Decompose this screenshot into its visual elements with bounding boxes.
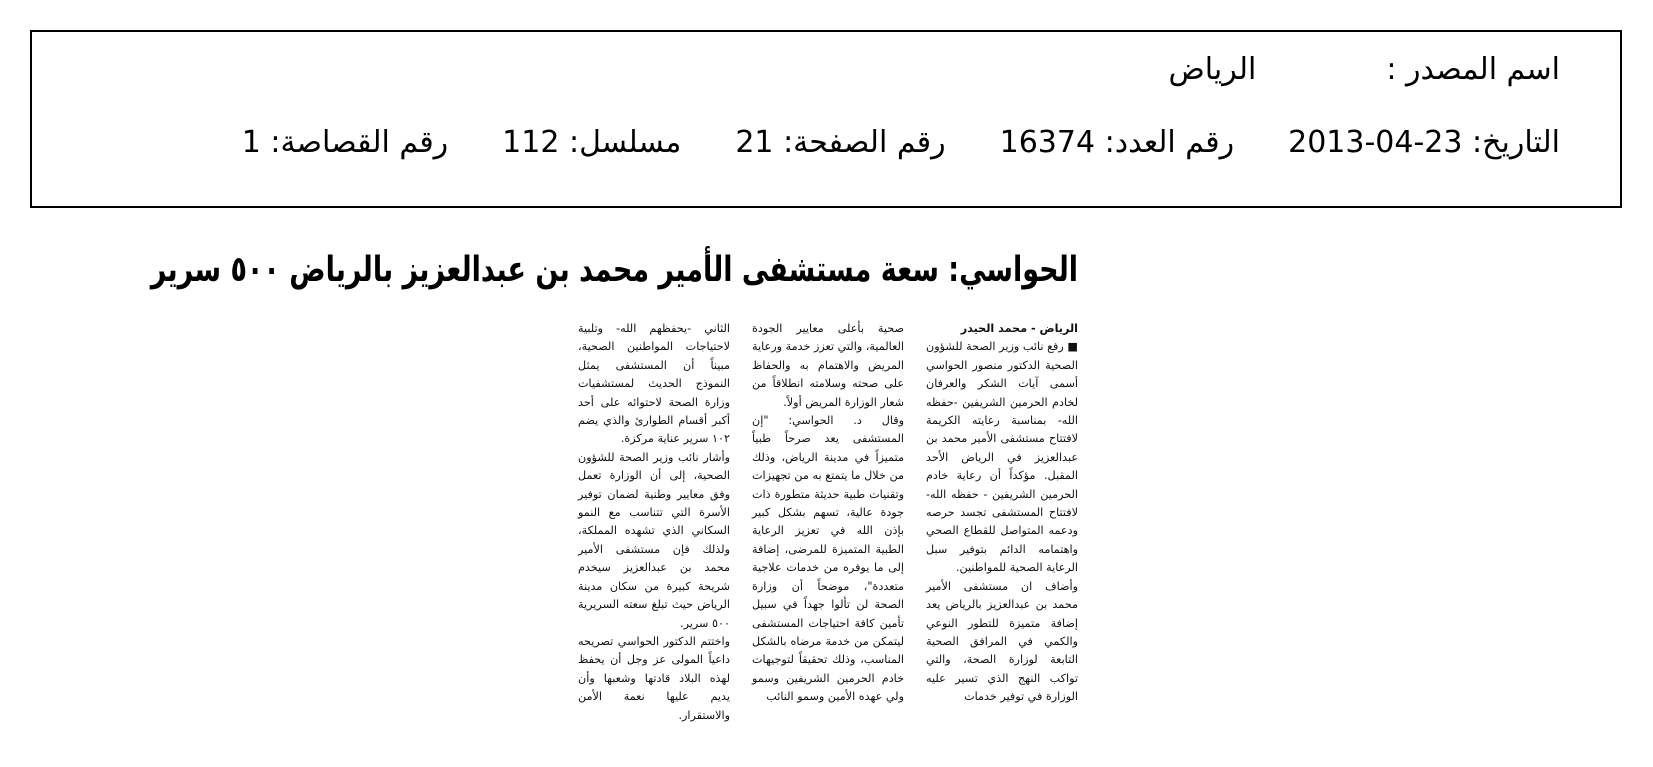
issue-value: 16374 [999, 125, 1096, 160]
source-row [1169, 52, 1560, 87]
article-paragraph: وأضاف ان مستشفى الأمير محمد بن عبدالعزيز بالرياض يعد إضافة متميزة للتطور النوعي والكمي في المرافق الصحية التابعة لوزارة الصحة، والتي تواكب النهج الذي تسير عليه الوزارة في توفير خدمات [926, 579, 1078, 704]
page-field [735, 125, 945, 160]
article-byline: الرياض - محمد الحيدر [960, 322, 1078, 335]
article-paragraph: الثاني -يحفظهم الله- وتلبية لاحتياجات المواطنين الصحية، مبيناً أن المستشفى يمثل النموذج الحديث لمستشفيات وزارة الصحة لاحتوائه على أحد أكبر أقسام الطوارئ والذي يضم ١٠٢ سرير عناية مركزة. [578, 322, 730, 446]
article-paragraph: وقال د. الحواسي: "إن المستشفى يعد صرحاً طبياً متميزاً في مدينة الرياض، وذلك من خلال ما يتمتع به من تجهيزات وتقنيات طبية حديثة متطورة ذات جودة عالية، تسهم بشكل كبير بإذن الله في تعزيز الرعاية الطبية المتميزة للمرضى، إضافة إلى ما يوفره من خدمات علاجية متعددة"، موضحاً أن وزارة الصحة لن تألوا جهداً في سبيل تأمين كافة احتياجات المستشفى ليتمكن من خدمة مرضاه بالشكل المناسب، وذلك تحقيقاً لتوجيهات خادم الحرمين الشريفين وسمو ولي عهده الأمين وسمو النائب [752, 414, 904, 704]
serial-value: 112 [502, 125, 560, 160]
article-paragraph: ■ رفع نائب وزير الصحة للشؤون الصحية الدكتور منصور الحواسي أسمى آيات الشكر والعرفان لخادم الحرمين الشريفين -حفظه الله- بمناسبة رعايته الكريمة لافتتاح مستشفى الأمير محمد بن عبدالعزيز في الرياض الأحد المقبل. مؤكداً أن رعاية خادم الحرمين الشريفين - حفظه الله- لافتتاح المستشفى تجسد حرصه ودعمه المتواصل للقطاع الصحي واهتمامه الدائم بتوفير سبل الرعاية الصحية للمواطنين. [926, 340, 1078, 575]
issue-label: رقم العدد: [1104, 125, 1235, 160]
article-column-2 [752, 320, 904, 707]
article-paragraph: وأشار نائب وزير الصحة للشؤون الصحية، إلى أن الوزارة تعمل وفق معايير وطنية لضمان توفير الأسرة التي تتناسب مع النمو السكاني الذي تشهده المملكة، ولذلك فإن مستشفى الأمير محمد بن عبدالعزيز سيخدم شريحة كبيرة من سكان مدينة الرياض حيث تبلغ سعته السريرية ٥٠٠ سرير. [578, 450, 730, 630]
date-label: التاريخ: [1472, 125, 1560, 160]
clip-label: رقم القصاصة: [270, 125, 449, 160]
page-value: 21 [735, 125, 774, 160]
clip-field [242, 125, 448, 160]
article-headline: الحواسي: سعة مستشفى الأمير محمد بن عبدالعزيز بالرياض ٥٠٠ سرير [150, 250, 1078, 291]
newspaper-clipping [150, 250, 1078, 750]
clip-value: 1 [241, 125, 261, 160]
page-label: رقم الصفحة: [783, 125, 946, 160]
date-field [1288, 125, 1560, 160]
article-body [578, 320, 1078, 740]
serial-label: مسلسل: [568, 125, 682, 160]
metadata-box [30, 30, 1622, 208]
serial-field [502, 125, 681, 160]
source-label: اسم المصدر : [1386, 52, 1560, 87]
details-row [242, 125, 1560, 160]
source-value: الرياض [1168, 52, 1257, 87]
date-value: 2013-04-23 [1288, 125, 1463, 160]
issue-field [1000, 125, 1234, 160]
article-column-1 [926, 320, 1078, 707]
article-paragraph: واختتم الدكتور الحواسي تصريحه داعياً المولى عز وجل أن يحفظ لهذه البلاد قادتها وشعبها وأن يديم عليها نعمة الأمن والاستقرار. [578, 634, 730, 722]
article-column-3 [578, 320, 730, 725]
article-paragraph: صحية بأعلى معايير الجودة العالمية، والتي تعزز خدمة ورعاية المريض والاهتمام به والحفاظ على صحته وسلامته انطلاقاً من شعار الوزارة المريض أولاً. [752, 322, 904, 409]
